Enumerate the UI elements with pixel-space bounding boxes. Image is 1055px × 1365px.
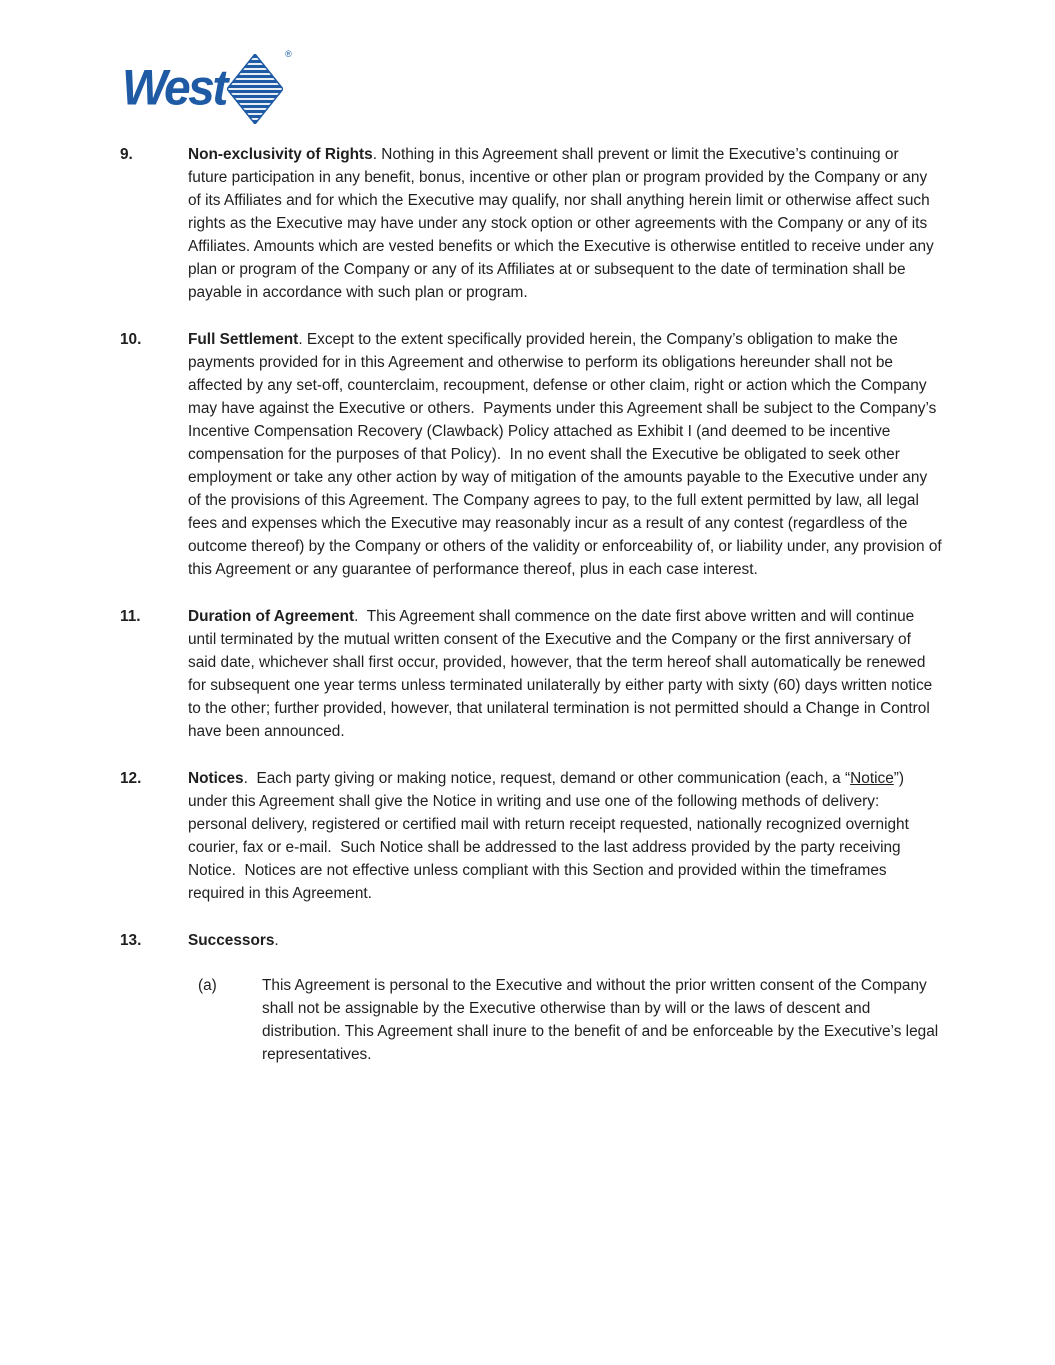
registered-trademark-icon: ® (285, 49, 292, 59)
section-heading: Duration of Agreement (188, 608, 355, 625)
section-number: 11. (120, 608, 141, 625)
section-number: 10. (120, 331, 142, 348)
subsection-text: This Agreement is personal to the Executive and without the prior written consent of the Company shall not be assignable by the Executive otherwise than by will or the laws of descent and distribution. This Agreement shall inure to the benefit of and be enforceable by the Executive’s legal representatives. (262, 977, 943, 1063)
section-number: 13. (120, 932, 142, 949)
section-heading: Full Settlement (188, 331, 299, 348)
section-heading-separator: . (372, 146, 382, 163)
section-text: Nothing in this Agreement shall prevent or limit the Executive’s continuing or future participation in any benefit, bonus, incentive or other plan or program provided by the Company or any of its Affiliates and for which the Executive may qualify, nor shall anything herein limit or otherwise affect such rights as the Executive may have under any stock option or other agreements with the Company or any of its Affiliates. Amounts which are vested benefits or which the Executive is otherwise entitled to receive under any plan or program of the Company or any of its Affiliates at or subsequent to the date of termination shall be payable in accordance with such plan or program. (188, 146, 938, 301)
section-text: ”) under this Agreement shall give the Notice in writing and use one of the following methods of delivery: personal delivery, registered or certified mail with return receipt requested, nationally recognized overnight courier, fax or e-mail. Such Notice shall be addressed to the last address provided by the party receiving Notice. Notices are not effective unless compliant with this Section and provided within the timeframes required in this Agreement. (188, 770, 914, 902)
section-text: Each party giving or making notice, request, demand or other communication (each, a “ (256, 770, 851, 787)
section-text: This Agreement shall commence on the date first above written and will continue until terminated by the mutual written consent of the Executive and the Company or the first anniversary of said date, whichever shall first occur, provided, however, that the term hereof shall automatically be renewed for subsequent one year terms unless terminated unilaterally by either party with sixty (60) days written notice to the other; further provided, however, that unilateral termination is not permitted should a Change in Control have been announced. (188, 608, 937, 740)
section-heading-separator: . (274, 932, 279, 949)
section-body (188, 143, 942, 304)
section-body (188, 929, 942, 1066)
defined-term-notice: Notice (850, 770, 894, 787)
agreement-section-11 (120, 605, 942, 743)
agreement-section-12 (120, 767, 942, 905)
subsection-label: (a) (198, 977, 217, 994)
agreement-section-9 (120, 143, 942, 304)
west-logo (122, 49, 292, 124)
agreement-content (120, 143, 946, 1090)
section-body (188, 605, 942, 743)
agreement-section-13 (120, 929, 942, 1066)
section-body (188, 328, 946, 581)
section-heading-line (188, 929, 942, 952)
section-heading-separator: . (354, 608, 367, 625)
section-heading-separator: . (298, 331, 307, 348)
agreement-section-10 (120, 328, 946, 581)
section-text: Except to the extent specifically provided herein, the Company’s obligation to make the payments provided for in this Agreement and otherwise to perform its obligations hereunder shall not be affected by any set-off, counterclaim, recoupment, defense or other claim, right or action which the Company may have against the Executive or others. Payments under this Agreement shall be subject to the Company’s Incentive Compensation Recovery (Clawback) Policy attached as Exhibit I (and deemed to be incentive compensation for the purposes of that Policy). In no event shall the Executive be obligated to seek other employment or take any other action by way of mitigation of the amounts payable to the Executive under any of the provisions of this Agreement. The Company agrees to pay, to the full extent permitted by law, all legal fees and expenses which the Executive may reasonably incur as a result of any contest (regardless of the outcome thereof) by the Company or others of the validity or enforceability of, or liability under, any provision of this Agreement or any guarantee of performance thereof, plus in each case interest. (188, 331, 946, 578)
section-body (188, 767, 942, 905)
section-heading: Successors (188, 932, 275, 949)
section-heading: Non-exclusivity of Rights (188, 146, 373, 163)
subsection-a (198, 974, 942, 1066)
section-number: 9. (120, 146, 133, 163)
section-heading: Notices (188, 770, 244, 787)
west-diamond-icon (227, 49, 292, 124)
section-heading-separator: . (243, 770, 257, 787)
section-number: 12. (120, 770, 142, 787)
west-logo-text: West (122, 60, 226, 117)
